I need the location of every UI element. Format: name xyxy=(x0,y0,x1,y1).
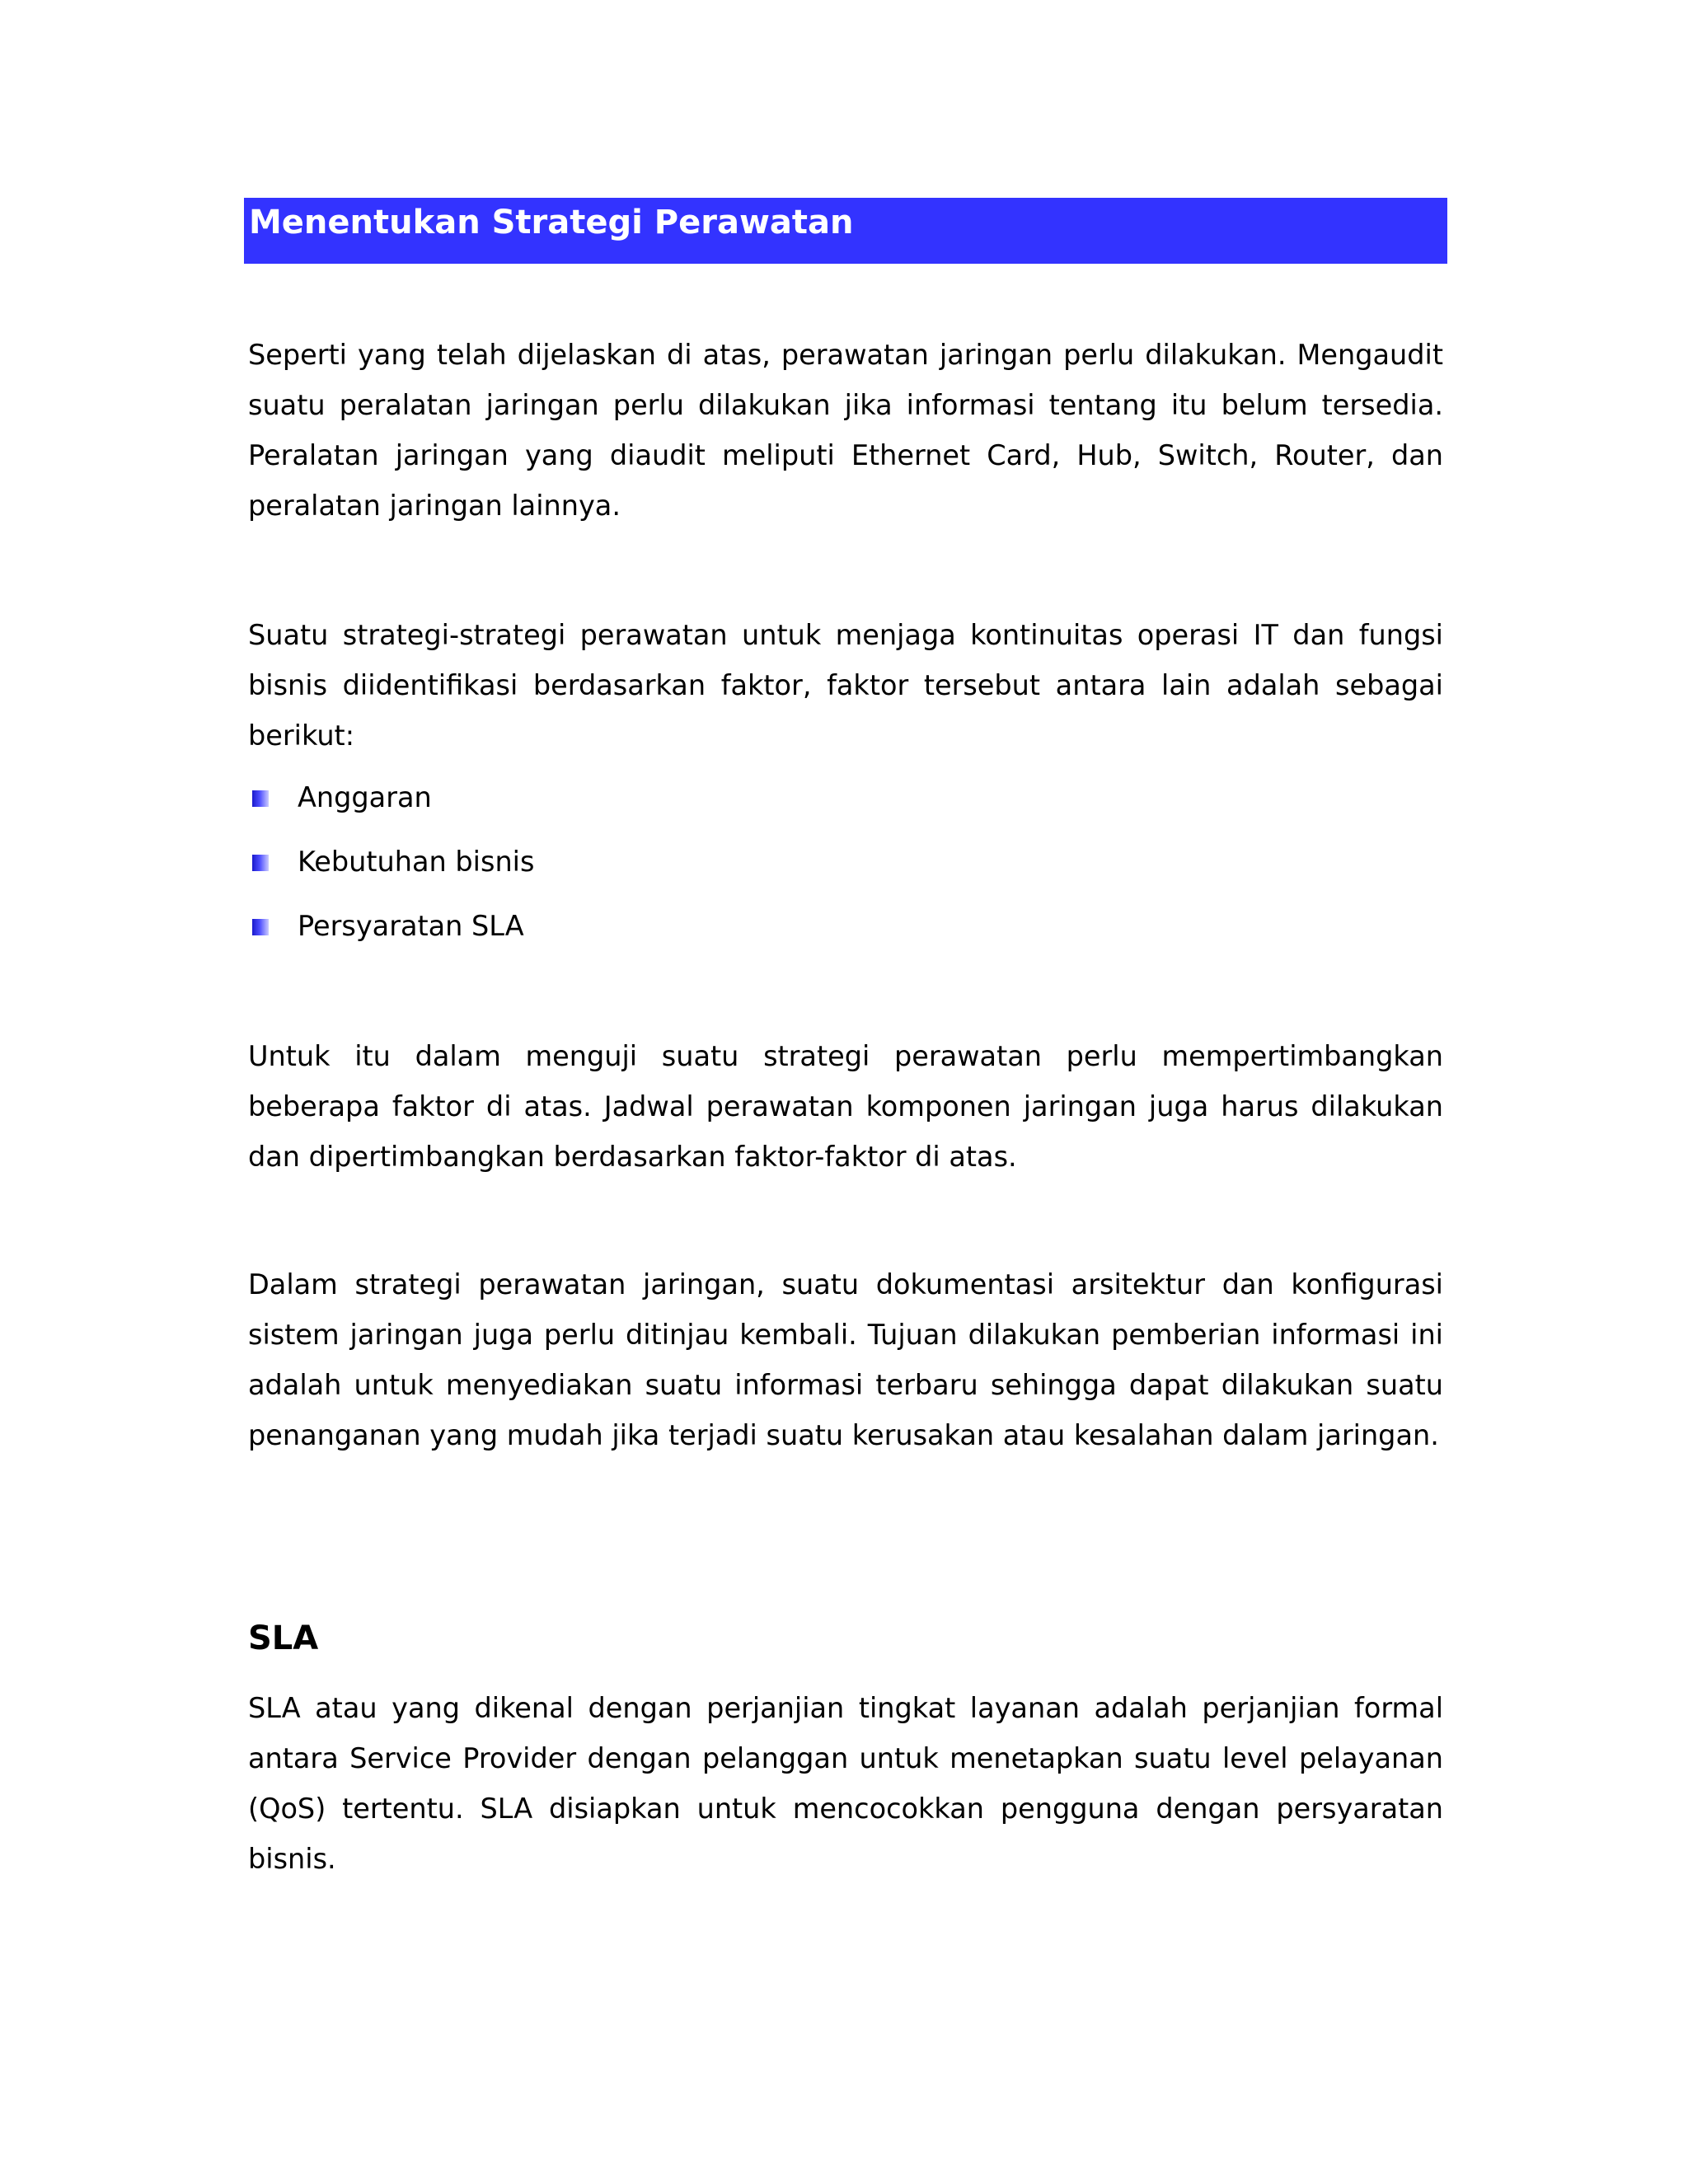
square-bullet-icon xyxy=(252,919,269,935)
intro-paragraph: Seperti yang telah dijelaskan di atas, perawatan jaringan perlu dilakukan. Mengaudit suatu peralatan jaringan perlu dilakukan jika informasi tentang itu belum tersedia. Peralatan jaringan yang diaudit meliputi Ethernet Card, Hub, Switch, Router, dan peralatan jaringan lainnya. xyxy=(248,339,1443,522)
documentation-paragraph: Dalam strategi perawatan jaringan, suatu dokumentasi arsitektur dan konfigurasi sistem jaringan juga perlu ditinjau kembali. Tujuan dilakukan pemberian informasi ini adalah untuk menyediakan suatu informasi terbaru sehingga dapat dilakukan suatu penanganan yang mudah jika terjadi suatu kerusakan atau kesalahan dalam jaringan. xyxy=(248,1268,1443,1451)
list-item-label: Anggaran xyxy=(298,781,432,813)
list-item-label: Persyaratan SLA xyxy=(298,910,524,942)
sla-paragraph: SLA atau yang dikenal dengan perjanjian tingkat layanan adalah perjanjian formal antara Service Provider dengan pelanggan untuk menetapkan suatu level pelayanan (QoS) tertentu. SLA disiapkan untuk mencocokkan pengguna dengan persyaratan bisnis. xyxy=(248,1692,1443,1875)
strategy-paragraph: Suatu strategi-strategi perawatan untuk menjaga kontinuitas operasi IT dan fungsi bisnis diidentifikasi berdasarkan faktor, faktor tersebut antara lain adalah sebagai berikut: xyxy=(248,619,1443,752)
list-item xyxy=(248,902,1443,966)
title-bar xyxy=(244,198,1447,264)
list-item-label: Kebutuhan bisnis xyxy=(298,846,535,878)
testing-paragraph: Untuk itu dalam menguji suatu strategi perawatan perlu mempertimbangkan beberapa faktor di atas. Jadwal perawatan komponen jaringan juga harus dilakukan dan dipertimbangkan berdasarkan faktor-faktor di atas. xyxy=(248,1040,1443,1173)
square-bullet-icon xyxy=(252,790,269,807)
square-bullet-icon xyxy=(252,855,269,871)
page-title: Menentukan Strategi Perawatan xyxy=(249,204,854,241)
list-item xyxy=(248,837,1443,902)
sla-heading: SLA xyxy=(248,1619,319,1657)
factor-list xyxy=(248,773,1443,966)
list-item xyxy=(248,773,1443,837)
